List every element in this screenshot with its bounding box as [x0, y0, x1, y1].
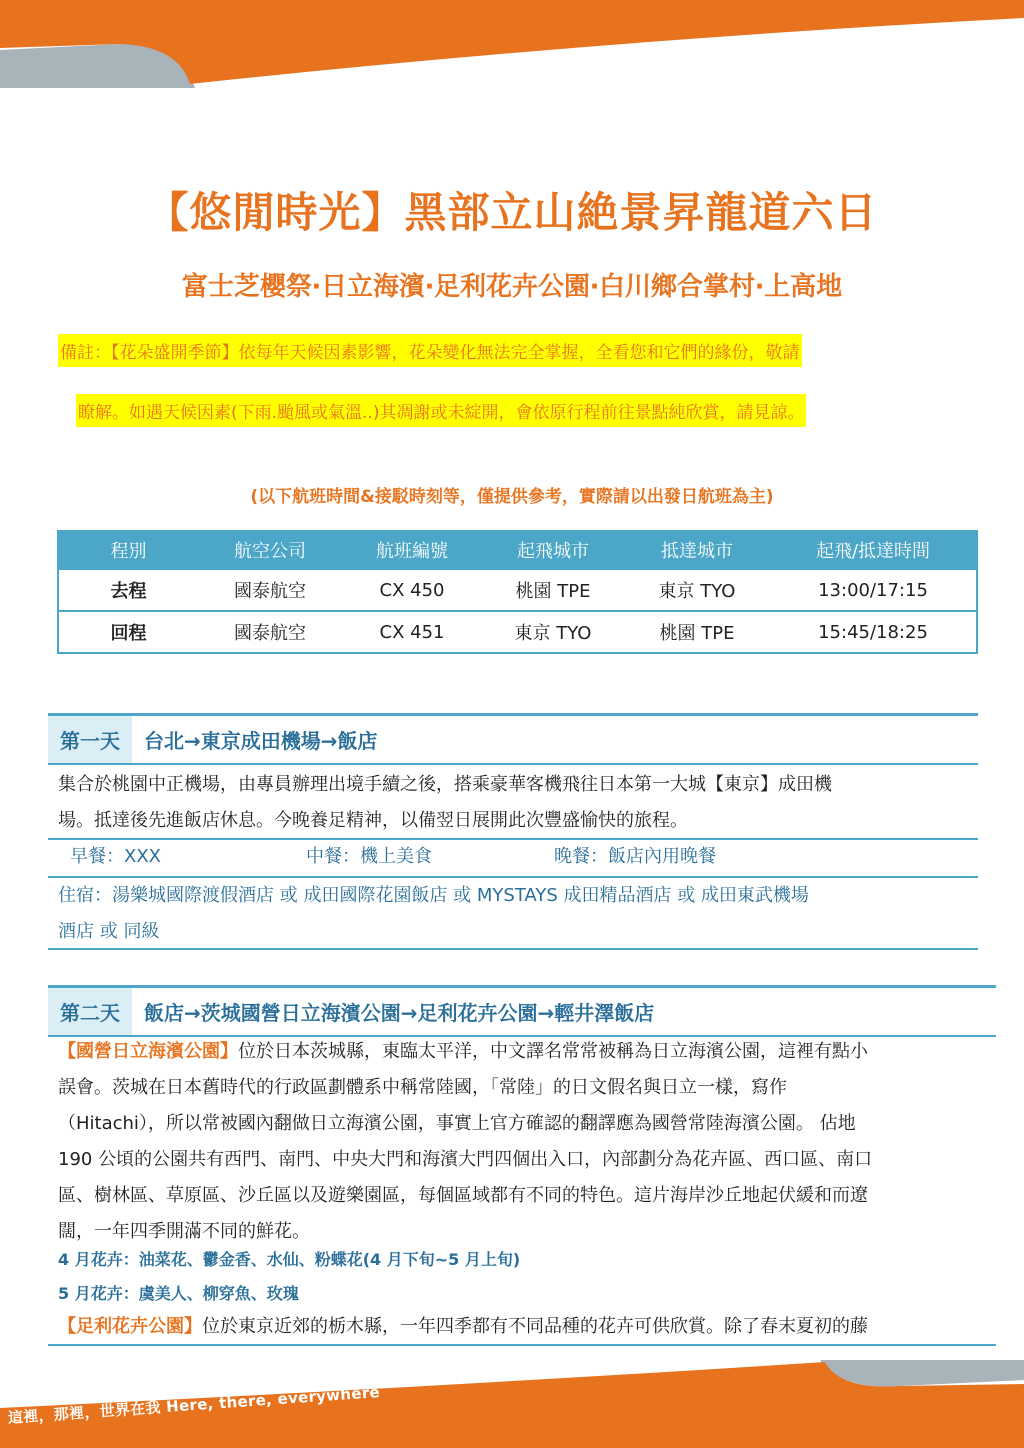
day2-route: 飯店→茨城國營日立海濱公園→足利花卉公園→輕井澤飯店 [144, 1001, 655, 1025]
column-header: 航空公司 [198, 531, 342, 569]
table-cell: 國泰航空 [198, 569, 342, 611]
table-cell: CX 451 [342, 611, 482, 653]
day2-desc-line: 【國營日立海濱公園】位於日本茨城縣，東臨太平洋，中文譯名常常被稱為日立海濱公園，這裡有點小 [58, 1041, 868, 1062]
day1-description [58, 767, 958, 839]
divider [48, 1344, 996, 1346]
table-cell: 國泰航空 [198, 611, 342, 653]
park-name: 【國營日立海濱公園】 [58, 1041, 238, 1062]
dinner: 晚餐：飯店內用晚餐 [554, 846, 716, 867]
table-row [58, 611, 977, 653]
slogan-top: 這裡，那裡，世界在我 Here, there, everywhere [633, 24, 1007, 68]
day2-desc-line: 區、樹林區、草原區、沙丘區以及遊樂園區，每個區域都有不同的特色。這片海岸沙丘地起伏緩和而遼 [58, 1185, 868, 1206]
may-flowers: 5 月花卉：虞美人、柳穿魚、玫瑰 [58, 1284, 299, 1303]
table-cell: 回程 [58, 611, 198, 653]
column-header: 航班編號 [342, 531, 482, 569]
day2-park2 [58, 1309, 998, 1345]
slogan-bottom: 這裡，那裡，世界在我 Here, there, everywhere [7, 1383, 381, 1427]
day2-desc-line: 【足利花卉公園】位於東京近郊的栃木縣，一年四季都有不同品種的花卉可供欣賞。除了春末夏初的藤 [58, 1316, 868, 1337]
table-cell: 東京 TYO [624, 569, 770, 611]
table-cell: 13:00/17:15 [770, 569, 977, 611]
hotel-line: 住宿：湯樂城國際渡假酒店 或 成田國際花園飯店 或 MYSTAYS 成田精品酒店 或 成田東武機場 [58, 885, 809, 906]
day1-desc-line: 場。抵達後先進飯店休息。今晚養足精神，以備翌日展開此次豐盛愉快的旅程。 [58, 810, 688, 831]
column-header: 起飛城市 [482, 531, 624, 569]
table-cell: 15:45/18:25 [770, 611, 977, 653]
table-header-row [58, 531, 977, 569]
breakfast: 早餐：XXX [70, 846, 161, 867]
day2-desc-line: 誤會。茨城在日本舊時代的行政區劃體系中稱常陸國，「常陸」的日文假名與日立一樣，寫作 [58, 1077, 787, 1098]
column-header: 起飛/抵達時間 [770, 531, 977, 569]
day1-label: 第一天 [48, 716, 132, 763]
table-row [58, 569, 977, 611]
flight-table [57, 530, 978, 654]
hotel-line: 酒店 或 同級 [58, 921, 160, 942]
day2-desc-line: （Hitachi），所以常被國內翻做日立海濱公園，事實上官方確認的翻譯應為國營常陸海濱公園。 佔地 [58, 1113, 856, 1134]
day1-desc-line: 集合於桃園中正機場，由專員辦理出境手續之後，搭乘豪華客機飛往日本第一大城【東京】成田機 [58, 774, 832, 795]
column-header: 抵達城市 [624, 531, 770, 569]
table-cell: CX 450 [342, 569, 482, 611]
day2-desc-line: 闊，一年四季開滿不同的鮮花。 [58, 1221, 310, 1242]
day2-desc-line: 190 公頃的公園共有西門、南門、中央大門和海濱大門四個出入口，內部劃分為花卉區、西口區、南口 [58, 1149, 873, 1170]
table-cell: 桃園 TPE [624, 611, 770, 653]
day2-header [48, 985, 996, 1037]
day1-header [48, 713, 978, 765]
day1-route: 台北→東京成田機場→飯店 [144, 729, 378, 753]
day2-description [58, 1034, 998, 1250]
april-flowers: 4 月花卉：油菜花、鬱金香、水仙、粉蝶花(4 月下旬~5 月上旬) [58, 1250, 521, 1269]
column-header: 程別 [58, 531, 198, 569]
notice-line-2: 瞭解。如遇天候因素(下雨.颱風或氣溫..)其凋謝或未綻開，會依原行程前往景點純欣賞，請見諒。 [76, 394, 806, 427]
table-cell: 桃園 TPE [482, 569, 624, 611]
page-subtitle: 富士芝櫻祭‧日立海濱‧足利花卉公園‧白川鄉合掌村‧上高地 [181, 272, 843, 302]
park-name: 【足利花卉公園】 [58, 1316, 202, 1337]
lunch: 中餐：機上美食 [306, 846, 432, 867]
day2-label: 第二天 [48, 988, 132, 1035]
page-title: 【悠閒時光】黑部立山絶景昇龍道六日 [146, 188, 878, 237]
flight-reference-note: (以下航班時間&接駁時刻等，僅提供參考，實際請以出發日航班為主) [250, 487, 774, 507]
notice-line-1: 備註：【花朵盛開季節】依每年天候因素影響，花朵變化無法完全掌握，全看您和它們的緣份，敬請 [58, 334, 802, 367]
table-cell: 東京 TYO [482, 611, 624, 653]
divider [48, 948, 978, 950]
day1-hotel [58, 878, 958, 950]
divider [48, 838, 978, 840]
table-cell: 去程 [58, 569, 198, 611]
